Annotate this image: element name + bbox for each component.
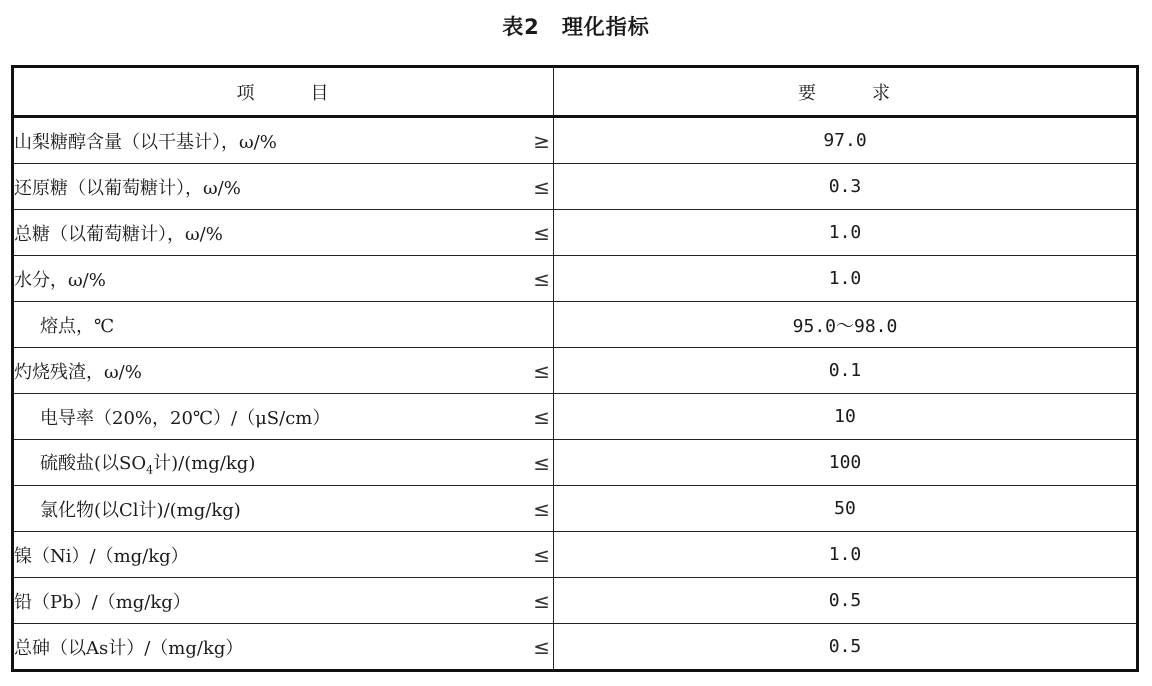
table-caption: 理化指标 <box>561 15 650 39</box>
comparison-symbol: ≤ <box>533 496 550 521</box>
comparison-symbol: ≥ <box>533 128 550 153</box>
row-item-label: 灼烧残渣，ω/% <box>14 361 142 383</box>
row-item <box>13 532 554 578</box>
comparison-symbol: ≤ <box>533 220 550 245</box>
table-row <box>13 486 1138 532</box>
row-item <box>13 164 554 210</box>
row-item <box>13 210 554 256</box>
row-value: 1.0 <box>554 256 1138 302</box>
row-item-label: 熔点，℃ <box>40 315 115 337</box>
header-requirement <box>554 67 1138 117</box>
row-item <box>13 348 554 394</box>
comparison-symbol: ≤ <box>533 404 550 429</box>
table-row <box>13 532 1138 578</box>
row-item-label: 铅（Pb）/（mg/kg） <box>14 591 191 613</box>
table-row <box>13 348 1138 394</box>
table-row <box>13 624 1138 671</box>
table-row <box>13 164 1138 210</box>
row-item-label-post: 计)/(mg/kg) <box>153 452 256 474</box>
row-item-label: 水分，ω/% <box>14 269 106 291</box>
row-item-label: 还原糖（以葡萄糖计），ω/% <box>14 177 241 199</box>
comparison-symbol: ≤ <box>533 588 550 613</box>
row-item <box>13 302 554 348</box>
table-row <box>13 117 1138 164</box>
row-item-label-pre: 硫酸盐(以SO <box>40 452 147 474</box>
row-item <box>13 486 554 532</box>
row-item-label: 总砷（以As计）/（mg/kg） <box>14 637 244 659</box>
header-req-char-2: 求 <box>872 82 892 104</box>
header-row <box>13 67 1138 117</box>
row-value: 95.0～98.0 <box>554 302 1138 348</box>
row-value: 10 <box>554 394 1138 440</box>
comparison-symbol: ≤ <box>533 174 550 199</box>
table-title <box>0 10 1152 44</box>
row-item-label-subscript: 4 <box>146 463 154 477</box>
table-row <box>13 302 1138 348</box>
row-value: 1.0 <box>554 532 1138 578</box>
row-item-label: 氯化物(以Cl计)/(mg/kg) <box>40 499 241 521</box>
spec-table <box>11 65 1139 672</box>
header-item-char-1: 项 <box>236 82 257 104</box>
row-value: 0.5 <box>554 624 1138 671</box>
row-item <box>13 440 554 486</box>
row-item-label: 总糖（以葡萄糖计），ω/% <box>14 223 223 245</box>
row-item-label: 山梨糖醇含量（以干基计），ω/% <box>14 131 277 153</box>
row-item-label: 电导率（20%，20℃）/（μS/cm） <box>40 407 331 429</box>
comparison-symbol: ≤ <box>533 542 550 567</box>
row-item-label <box>40 452 256 477</box>
row-value: 1.0 <box>554 210 1138 256</box>
header-item-char-2: 目 <box>310 82 331 104</box>
comparison-symbol: ≤ <box>533 358 550 383</box>
row-value: 0.3 <box>554 164 1138 210</box>
table-row <box>13 256 1138 302</box>
row-value: 0.1 <box>554 348 1138 394</box>
comparison-symbol: ≤ <box>533 634 550 659</box>
row-item <box>13 624 554 671</box>
comparison-symbol: ≤ <box>533 450 550 475</box>
table-row <box>13 578 1138 624</box>
row-item <box>13 578 554 624</box>
table-row <box>13 394 1138 440</box>
table-row <box>13 210 1138 256</box>
header-req-char-1: 要 <box>798 82 818 104</box>
row-value: 50 <box>554 486 1138 532</box>
table-number: 表2 <box>502 15 540 39</box>
row-value: 100 <box>554 440 1138 486</box>
row-item <box>13 256 554 302</box>
row-item-label: 镍（Ni）/（mg/kg） <box>14 545 189 567</box>
row-item <box>13 394 554 440</box>
header-item <box>13 67 554 117</box>
row-value: 0.5 <box>554 578 1138 624</box>
comparison-symbol: ≤ <box>533 266 550 291</box>
row-item <box>13 117 554 164</box>
row-value: 97.0 <box>554 117 1138 164</box>
table-row <box>13 440 1138 486</box>
